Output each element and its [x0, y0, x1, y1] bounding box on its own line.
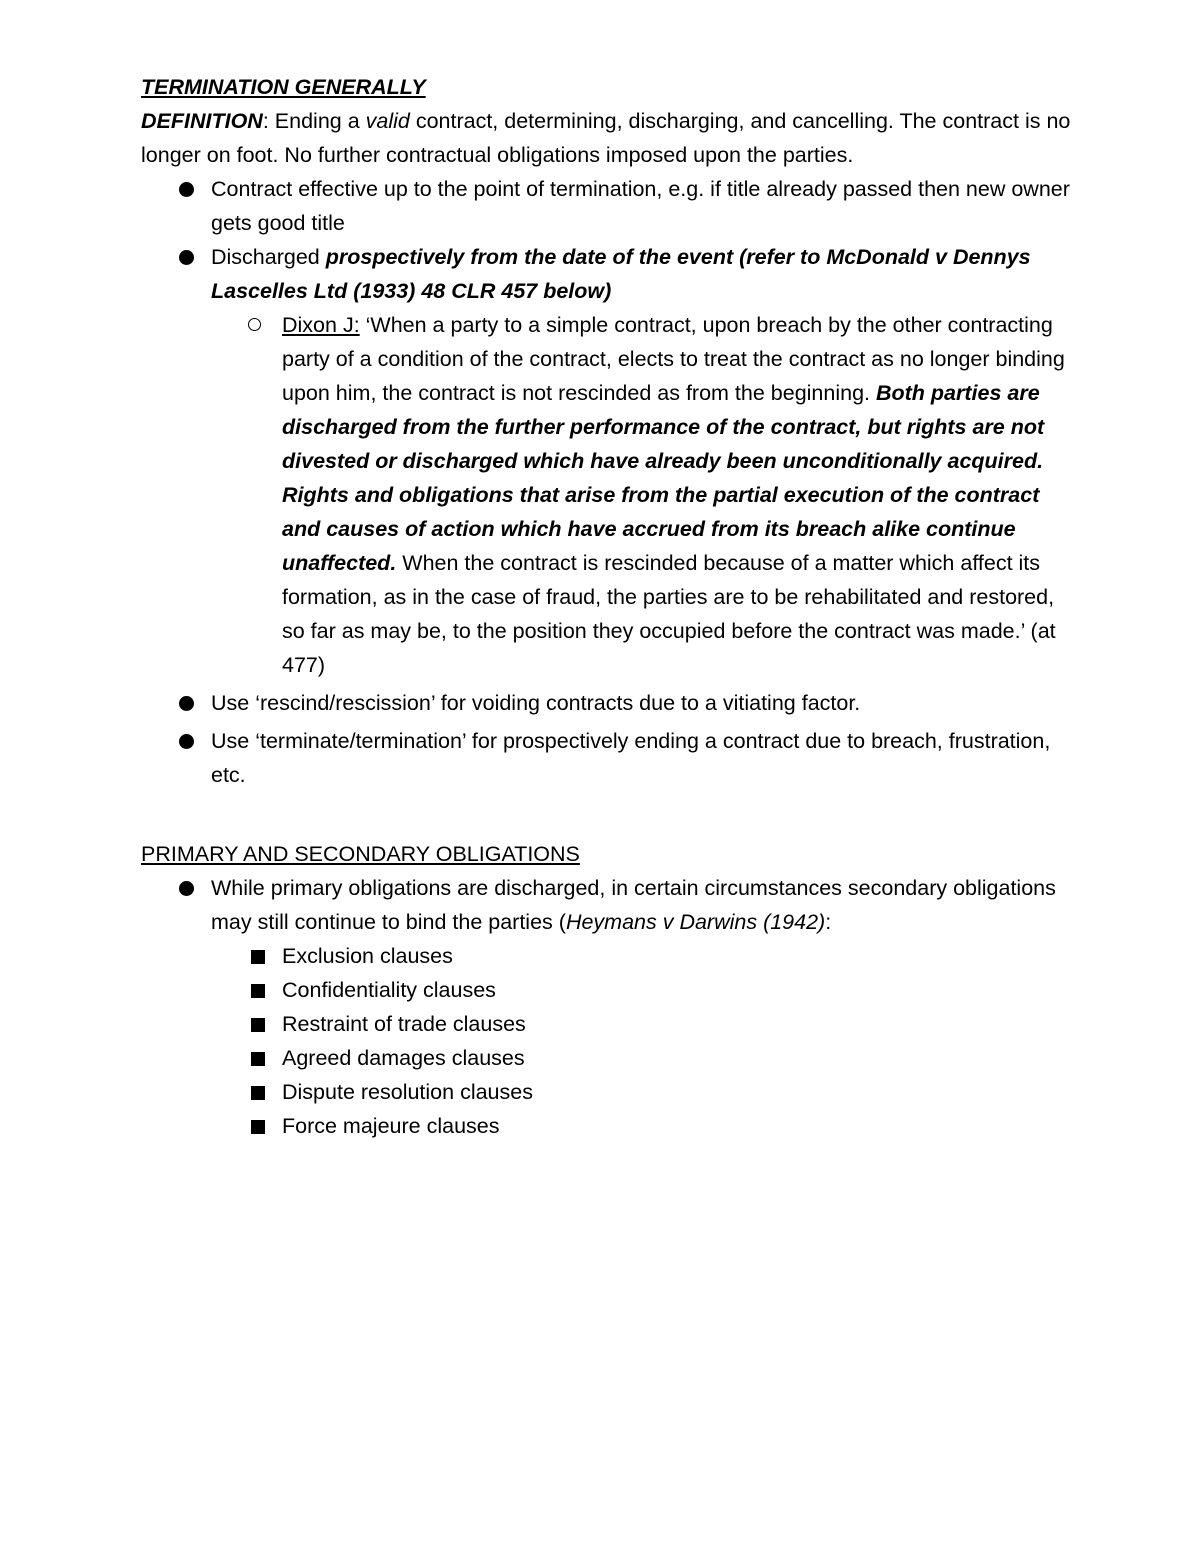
disc-bullet-icon: [179, 250, 194, 265]
square-bullet-icon: [251, 984, 265, 998]
disc-bullet-icon: [179, 182, 194, 197]
clause-list-item: Force majeure clauses: [141, 1109, 1071, 1143]
clause-list-item: Dispute resolution clauses: [141, 1075, 1071, 1109]
definition-paragraph: DEFINITION: Ending a valid contract, determining, discharging, and cancelling. The contract is no longer on foot. No further contractual obligations imposed upon the parties.: [141, 109, 1071, 167]
square-bullet-icon: [251, 1018, 265, 1032]
list-item: Contract effective up to the point of termination, e.g. if title already passed then new owner gets good title: [141, 172, 1071, 240]
list-item: Use ‘rescind/rescission’ for voiding contracts due to a vitiating factor.: [141, 686, 1071, 720]
clause-list-item: Confidentiality clauses: [141, 973, 1071, 1007]
list-item: Use ‘terminate/termination’ for prospectively ending a contract due to breach, frustration, etc.: [141, 724, 1071, 792]
section-heading-obligations: PRIMARY AND SECONDARY OBLIGATIONS: [141, 842, 580, 866]
document-body: [141, 70, 1071, 1143]
disc-bullet-icon: [179, 881, 194, 896]
clause-list-item: Agreed damages clauses: [141, 1041, 1071, 1075]
disc-bullet-icon: [179, 696, 194, 711]
circle-bullet-icon: [248, 318, 261, 331]
disc-bullet-icon: [179, 734, 194, 749]
quote-list-item: Dixon J: ‘When a party to a simple contract, upon breach by the other contracting party of a condition of the contract, elects to treat the contract as no longer binding upon him, the contract is not rescinded as from the beginning. Both parties are discharged from the further performance of the contract, but rights are not divested or discharged which have already been unconditionally acquired. Rights and obligations that arise from the partial execution of the contract and causes of action which have accrued from its breach alike continue unaffected. When the contract is rescinded because of a matter which affect its formation, as in the case of fraud, the parties are to be rehabilitated and restored, so far as may be, to the position they occupied before the contract was made.’ (at 477): [141, 308, 1071, 682]
square-bullet-icon: [251, 1086, 265, 1100]
list-item: Discharged prospectively from the date of the event (refer to McDonald v Dennys Lascelles Ltd (1933) 48 CLR 457 below): [141, 240, 1071, 308]
square-bullet-icon: [251, 950, 265, 964]
square-bullet-icon: [251, 1052, 265, 1066]
section-heading-termination: TERMINATION GENERALLY: [141, 75, 426, 99]
clause-list-item: Restraint of trade clauses: [141, 1007, 1071, 1041]
square-bullet-icon: [251, 1120, 265, 1134]
list-item: While primary obligations are discharged, in certain circumstances secondary obligations may still continue to bind the parties (Heymans v Darwins (1942):: [141, 871, 1071, 939]
clause-list-item: Exclusion clauses: [141, 939, 1071, 973]
